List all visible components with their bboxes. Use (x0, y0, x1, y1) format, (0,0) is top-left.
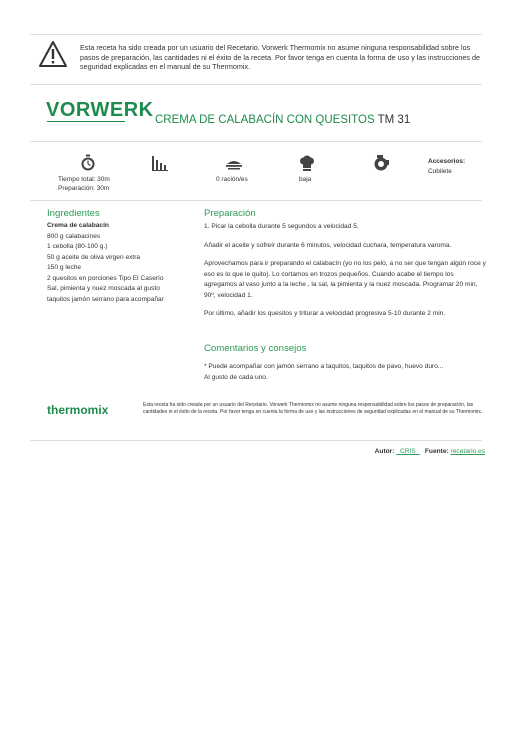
accessory-item: Cubilete (428, 168, 452, 175)
thermomix-logo: thermomix (47, 403, 109, 417)
ingredient-list (47, 232, 164, 306)
vorwerk-logo: VORWERK (46, 99, 154, 121)
preparation-steps (204, 222, 486, 328)
comments-text (204, 362, 494, 383)
warning-triangle-icon (38, 40, 68, 68)
author-label: Autor: (374, 448, 395, 455)
ingredient-item: taquitos jamón serrano para acompañar (47, 295, 164, 303)
prep-time: Preparación: 30m (58, 185, 110, 192)
ingredient-item: 2 quesitos en porciones Tipo El Caserío (47, 274, 164, 282)
preparation-step: Añadir el aceite y sofreír durante 6 minutos, velocidad cuchara, temperatura varoma. (204, 241, 452, 249)
title-divider (30, 141, 482, 142)
source-label: Fuente: (424, 448, 449, 455)
difficulty-bars-icon (151, 154, 169, 172)
comment-line: Al gusto de cada uno. (204, 373, 268, 381)
warning-top-divider (30, 34, 482, 35)
total-time: Tiempo total: 30m (58, 176, 110, 183)
recipe-model: TM 31 (377, 114, 411, 126)
comments-heading: Comentarios y consejos (204, 343, 307, 354)
ingredient-item: 150 g leche (47, 264, 82, 271)
preparation-step: 1. Picar la cebolla durante 5 segundos a velocidad 5. (204, 223, 359, 230)
recipe-title (155, 114, 410, 126)
footer-credits (300, 448, 485, 455)
ingredient-item: 50 g aceite de oliva virgen extra (47, 253, 141, 261)
footer-divider (30, 440, 482, 441)
warning-text: Esta receta ha sido creada por un usuario del Recetario. Vorwerk Thermomix no asume ninguna responsabilidad sobre los pasos de preparación, las cantidades ni el éxito de la receta. Por favor tenga en cuenta la forma de uso y las instrucciones de seguridad explicadas en el manual de su Thermomix. (80, 43, 480, 72)
preparation-step: Aprovechamos para ir preparando el calabacín (yo no los pelo, a no ser que tengan algún roce y eso es lo que le quito). Lo cortamos en trozos pequeños. Cuando acabe el tiempo los agregamos al vaso junto a la leche , la sal, la pimienta y la nuez moscada. Programar 20 min, 90º, velocidad 1. (204, 260, 486, 299)
ingredient-group-title: Crema de calabacín (47, 222, 109, 229)
author-link[interactable]: _CRIS_ (396, 448, 420, 455)
footer-disclaimer: Esta receta ha sido creada por un usuario del Recetario. Vorwerk Thermomix no asume ninguna responsabilidad sobre los pasos de preparación, las cantidades ni el éxito de la receta. Por favor tenga en cuenta la forma de uso y las instrucciones de seguridad explicadas en el manual de su Thermomix. (143, 402, 483, 416)
preparation-step: Por último, añadir los quesitos y triturar a velocidad progresiva 5-10 durante 2 min. (204, 310, 446, 317)
thermomix-accessory-icon (372, 154, 390, 172)
chef-hat-icon (298, 155, 316, 173)
ingredients-heading: Ingredientes (47, 208, 100, 219)
vorwerk-logo-underline (47, 121, 125, 122)
source-link[interactable]: recetario.es (450, 448, 485, 455)
info-divider (30, 200, 482, 201)
servings-dish-icon (225, 157, 243, 175)
warning-bottom-divider (30, 84, 482, 85)
comment-line: * Puede acompañar con jamón serrano a taquitos, taquitos de pavo, huevo duro... (204, 363, 444, 370)
ingredient-item: Sal, pimienta y nuez moscada al gusto (47, 285, 160, 292)
servings: 0 ración/es (216, 176, 248, 183)
preparation-heading: Preparación (204, 208, 256, 219)
ingredient-item: 800 g calabacines (47, 232, 101, 240)
difficulty: baja (299, 176, 312, 183)
timer-icon (79, 154, 97, 172)
accessories-label: Accesorios: (428, 158, 466, 165)
recipe-title-text: CREMA DE CALABACÍN CON QUESITOS (155, 114, 375, 126)
ingredient-item: 1 cebolla (80-100 g.) (47, 243, 108, 250)
